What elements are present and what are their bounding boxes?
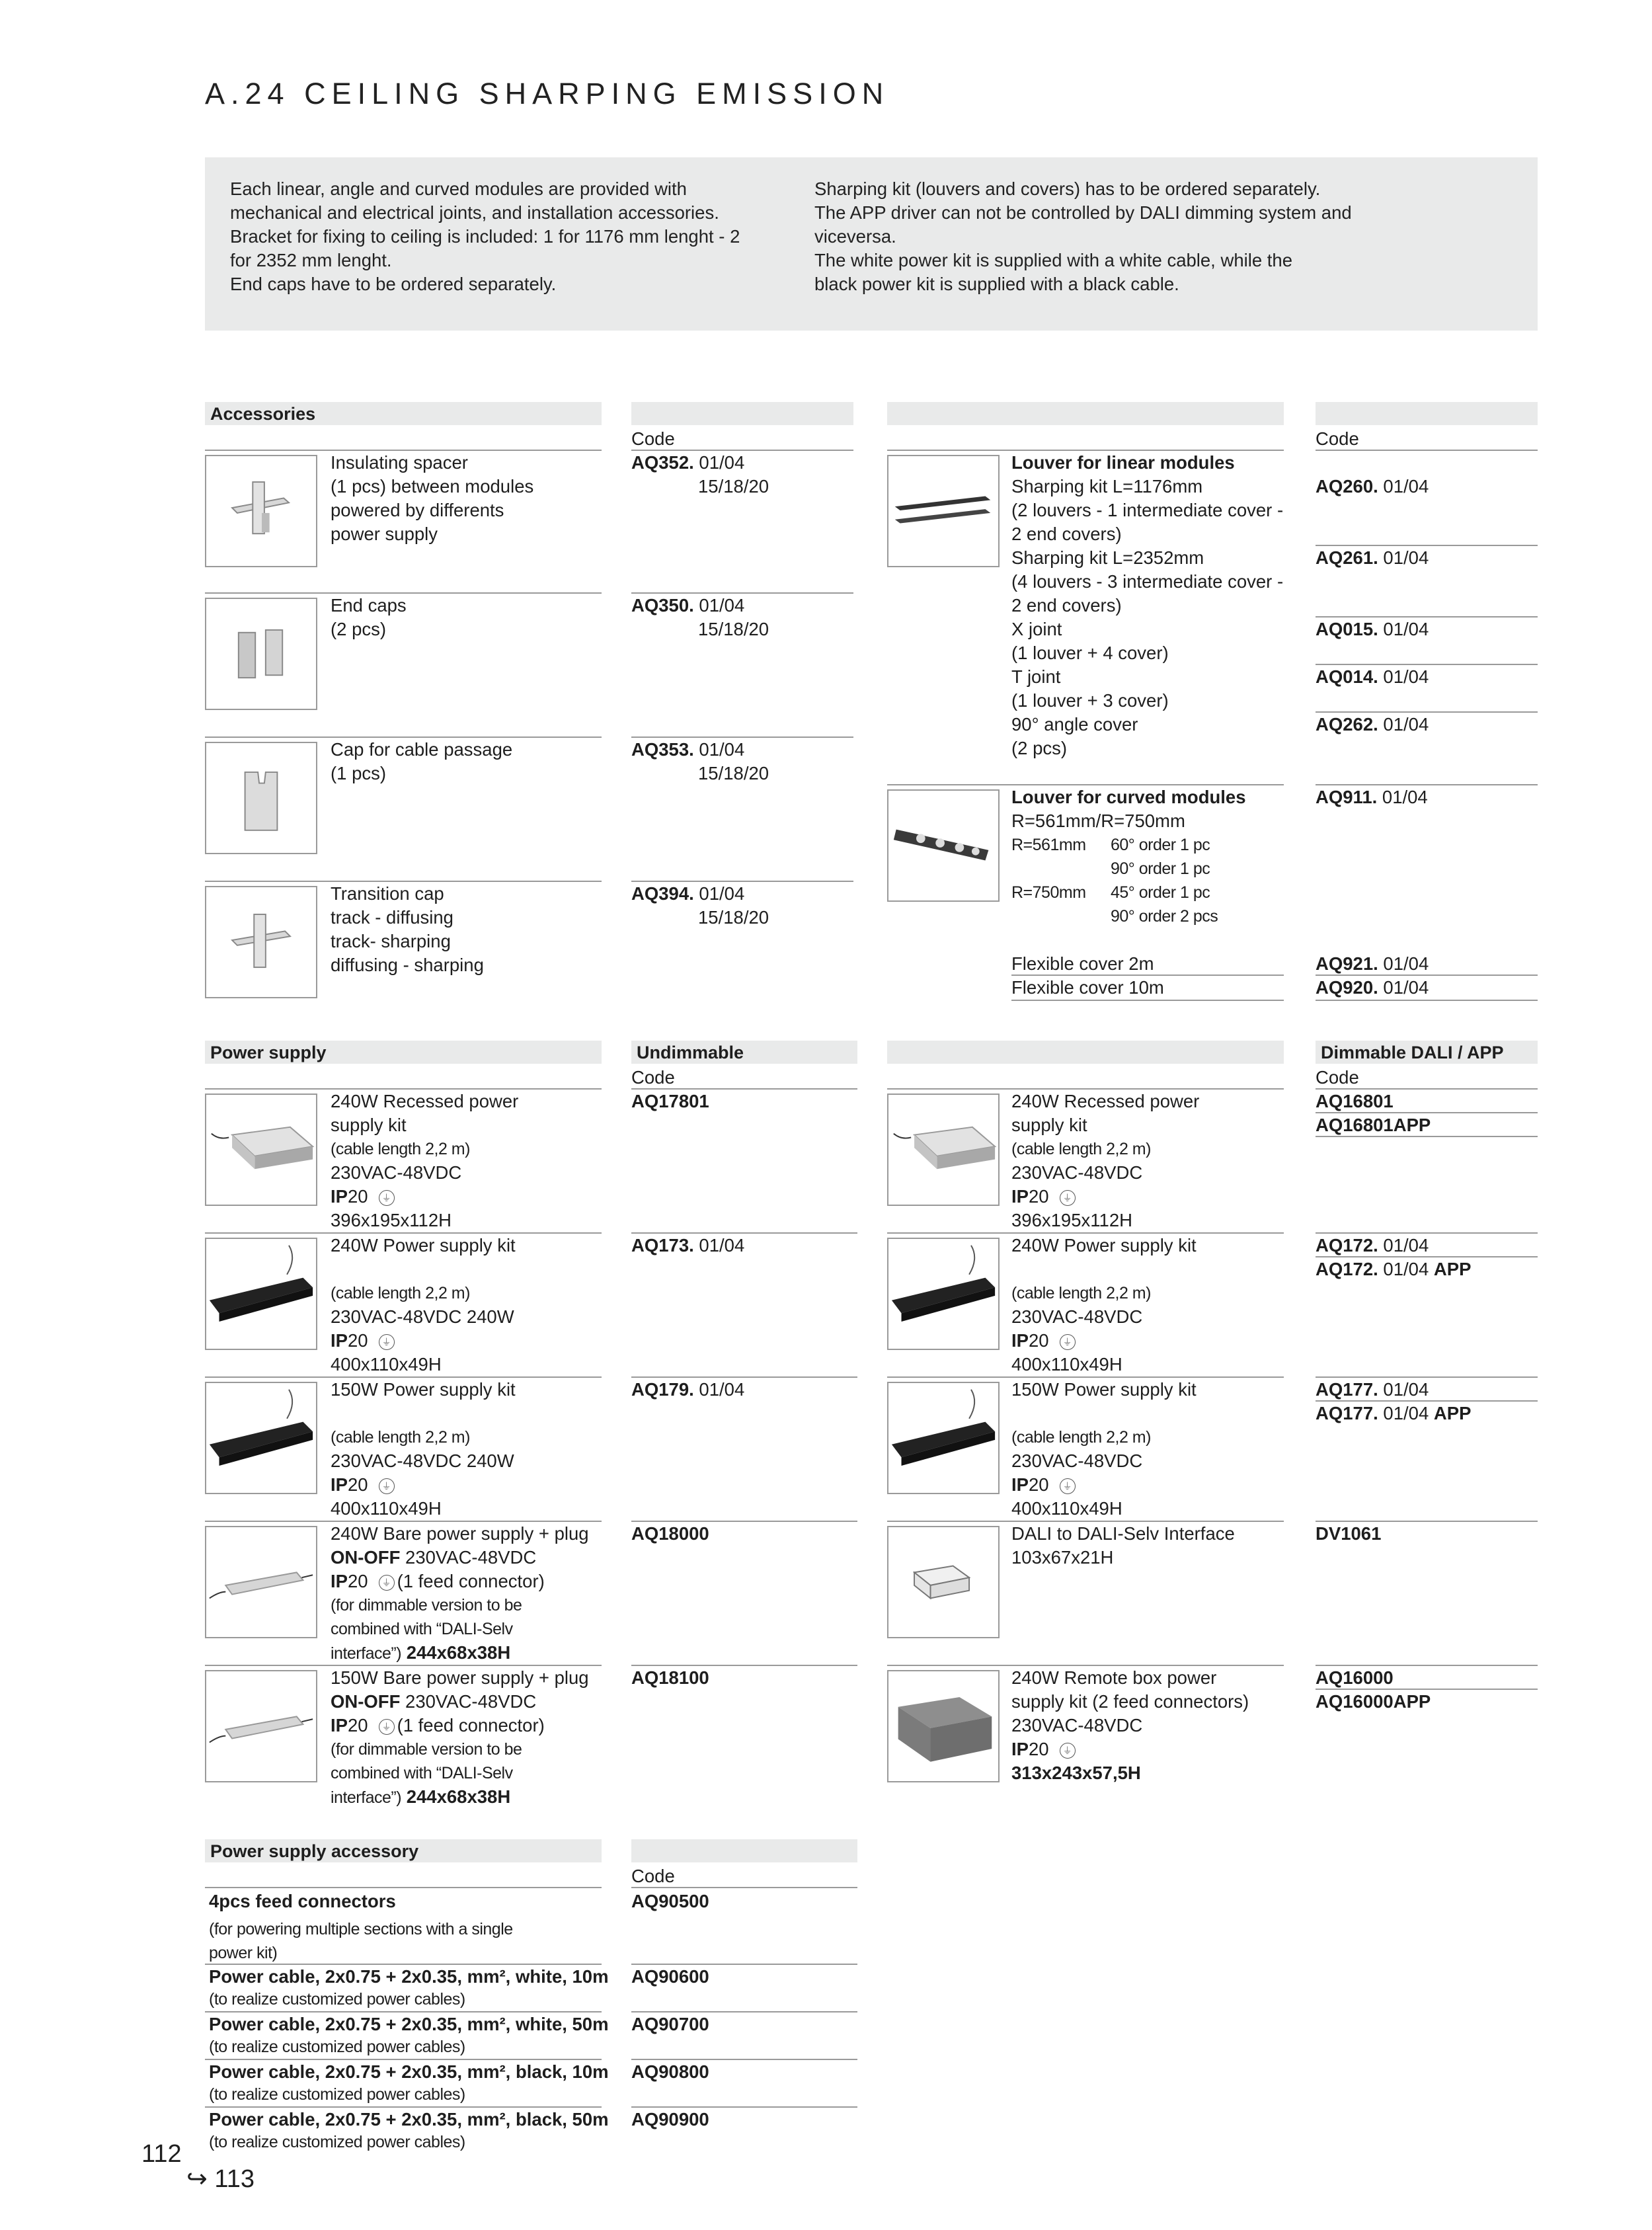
ps-name: DALI to DALI-Selv Interface — [1011, 1523, 1235, 1544]
radius-label: R=750mm — [1011, 883, 1086, 902]
ps-cable: (cable length 2,2 m) — [1011, 1428, 1151, 1447]
ip-prefix: IP — [331, 1474, 348, 1495]
psa-code: AQ90800 — [631, 2061, 709, 2082]
ps-name: 240W Power supply kit — [1011, 1235, 1197, 1255]
radius-order: 90° order 2 pcs — [1111, 907, 1218, 926]
ps-voltage: 230VAC-48VDC — [1011, 1715, 1143, 1735]
psa-name: 4pcs feed connectors — [209, 1891, 396, 1911]
item-detail: track- sharping — [331, 931, 451, 951]
ps-ip — [1011, 1737, 1076, 1761]
ip-value: 20 — [1028, 1739, 1049, 1759]
item-name: Sharping kit L=2352mm — [1011, 547, 1204, 568]
app-badge: APP — [1433, 1259, 1472, 1279]
code-suffix: 01/04 — [699, 883, 745, 904]
ps-note — [331, 1785, 510, 1810]
ps-note: combined with “DALI-Selv — [331, 1764, 513, 1782]
ip-value: 20 — [347, 1715, 368, 1735]
code-suffix: 01/04 — [699, 452, 745, 473]
ip-value: 20 — [347, 1186, 368, 1207]
ps-name: 240W Remote box power — [1011, 1667, 1217, 1688]
psa-detail: (for powering multiple sections with a single — [209, 1920, 513, 1938]
intro-line: for 2352 mm lenght. — [230, 250, 392, 270]
item-code — [1316, 976, 1429, 1000]
item-name: 90° angle cover — [1011, 714, 1138, 735]
louver-heading: Louver for linear modules — [1011, 452, 1235, 473]
ps-dims: 400x110x49H — [331, 1498, 442, 1519]
app-badge: APP — [1433, 1403, 1472, 1423]
code: AQ179. — [631, 1379, 694, 1400]
intro-line: mechanical and electrical joints, and installation accessories. — [230, 202, 719, 223]
code: AQ353. — [631, 739, 694, 760]
accessories-code-header — [631, 402, 853, 425]
curved-louver-image — [887, 789, 1000, 902]
code-suffix: 01/04 — [699, 1235, 745, 1255]
item-code — [1316, 665, 1429, 689]
psa-name: Power cable, 2x0.75 + 2x0.35, mm², black, 50m — [209, 2109, 609, 2130]
item-detail: (1 pcs) between modules — [331, 476, 534, 497]
psa-name: Power cable, 2x0.75 + 2x0.35, mm², white, 50m — [209, 2014, 609, 2034]
onoff-label: ON-OFF — [331, 1691, 401, 1712]
psa-detail: power kit) — [209, 1944, 278, 1962]
code-label: Code — [1316, 428, 1359, 449]
accessories-header: Accessories — [205, 402, 602, 425]
code: AQ015. — [1316, 619, 1378, 639]
insulating-spacer-image — [205, 455, 317, 567]
ps-onoff — [331, 1690, 536, 1714]
ps-code — [1316, 1402, 1471, 1425]
code-suffix: 01/04 — [1383, 1259, 1429, 1279]
item-detail: (1 pcs) — [331, 763, 387, 783]
ps-dims: 313x243x57,5H — [1011, 1763, 1141, 1783]
psa-code-header — [631, 1839, 857, 1862]
item-name: Flexible cover 2m — [1011, 953, 1154, 974]
item-code — [1316, 785, 1428, 809]
psa-detail: (to realize customized power cables) — [209, 1990, 465, 2009]
code: AQ911. — [1316, 787, 1378, 807]
ps-code: DV1061 — [1316, 1523, 1382, 1544]
power-kit-image — [205, 1238, 317, 1350]
ps-dims: 103x67x21H — [1011, 1547, 1114, 1568]
code: AQ261. — [1316, 547, 1378, 568]
row-divider — [631, 1887, 857, 1888]
psa-detail: (to realize customized power cables) — [209, 2038, 465, 2056]
transition-cap-image — [205, 886, 317, 998]
ps-name: supply kit (2 feed connectors) — [1011, 1691, 1249, 1712]
ps-name: 240W Bare power supply + plug — [331, 1523, 589, 1544]
code-suffix: 01/04 — [1383, 1235, 1429, 1255]
row-divider — [1011, 1000, 1284, 1001]
code-suffix: 15/18/20 — [698, 476, 769, 497]
ground-icon: ⏚ — [1060, 1478, 1076, 1494]
item-name: Insulating spacer — [331, 452, 468, 473]
ps-dims: 400x110x49H — [1011, 1498, 1122, 1519]
item-detail: (1 louver + 3 cover) — [1011, 690, 1169, 711]
item-code — [631, 594, 744, 617]
dimmable-header: Dimmable DALI / APP — [1316, 1041, 1538, 1064]
ip-value: 20 — [347, 1571, 368, 1591]
intro-line: viceversa. — [814, 226, 896, 247]
ps-note: (for dimmable version to be — [331, 1740, 522, 1759]
ps-voltage: 230VAC-48VDC — [1011, 1451, 1143, 1471]
curved-heading: Louver for curved modules — [1011, 787, 1246, 807]
page-title: A.24 CEILING SHARPING EMISSION — [205, 77, 890, 110]
psa-code: AQ90700 — [631, 2014, 709, 2034]
intro-line: The APP driver can not be controlled by DALI dimming system and — [814, 202, 1352, 223]
item-code — [1316, 952, 1429, 976]
ps-ip — [331, 1185, 395, 1209]
item-name: T joint — [1011, 666, 1061, 687]
ps-voltage: 230VAC-48VDC 240W — [331, 1451, 514, 1471]
ground-icon: ⏚ — [379, 1334, 395, 1350]
item-name: Sharping kit L=1176mm — [1011, 476, 1203, 497]
voltage: 230VAC-48VDC — [405, 1547, 537, 1568]
ip-value: 20 — [347, 1330, 368, 1351]
code-suffix: 01/04 — [1383, 619, 1429, 639]
item-detail: 2 end covers) — [1011, 595, 1122, 616]
ps-name: 150W Bare power supply + plug — [331, 1667, 589, 1688]
ps-ip — [331, 1570, 545, 1593]
psa-header: Power supply accessory — [205, 1839, 602, 1862]
item-code — [631, 738, 744, 762]
ground-icon: ⏚ — [379, 1190, 395, 1206]
item-name: Flexible cover 10m — [1011, 977, 1164, 998]
ground-icon: ⏚ — [1060, 1743, 1076, 1759]
ground-icon: ⏚ — [1060, 1190, 1076, 1206]
ps-ip — [331, 1714, 545, 1737]
psa-detail: (to realize customized power cables) — [209, 2085, 465, 2104]
page-number: 112 — [141, 2140, 182, 2168]
code: AQ172. — [1316, 1259, 1378, 1279]
ps-voltage: 230VAC-48VDC — [1011, 1162, 1143, 1183]
ps-name: 240W Power supply kit — [331, 1235, 516, 1255]
intro-left — [230, 177, 740, 296]
row-divider — [1316, 1000, 1538, 1001]
code-suffix: 01/04 — [699, 739, 745, 760]
psa-name: Power cable, 2x0.75 + 2x0.35, mm², white, 10m — [209, 1966, 609, 1987]
code: AQ352. — [631, 452, 694, 473]
code: AQ260. — [1316, 476, 1378, 497]
power-right-header — [887, 1041, 1284, 1064]
intro-line: The white power kit is supplied with a white cable, while the — [814, 250, 1293, 270]
power-kit-image — [887, 1238, 1000, 1350]
power-supply-header: Power supply — [205, 1041, 602, 1064]
ps-code: AQ18100 — [631, 1667, 709, 1688]
ground-icon: ⏚ — [1060, 1334, 1076, 1350]
ip-prefix: IP — [331, 1715, 348, 1735]
ps-name: 240W Recessed power — [1011, 1091, 1200, 1111]
ps-code — [631, 1234, 744, 1257]
louver-header — [887, 402, 1284, 425]
item-detail: (2 pcs) — [1011, 738, 1068, 758]
code: AQ173. — [631, 1235, 694, 1255]
next-page-link[interactable] — [186, 2167, 255, 2191]
ip-value: 20 — [1028, 1186, 1049, 1207]
radius-order: 60° order 1 pc — [1111, 836, 1210, 854]
power-kit-image — [205, 1382, 317, 1494]
bare-supply-image — [205, 1670, 317, 1782]
code: AQ177. — [1316, 1379, 1378, 1400]
ps-code: AQ18000 — [631, 1523, 709, 1544]
psa-code: AQ90600 — [631, 1966, 709, 1987]
intro-line: Each linear, angle and curved modules are provided with — [230, 179, 687, 199]
code-suffix: 01/04 — [1383, 666, 1429, 687]
ps-ip — [331, 1473, 395, 1497]
ps-cable: (cable length 2,2 m) — [331, 1284, 470, 1302]
item-detail: diffusing - sharping — [331, 955, 484, 975]
code-suffix: 15/18/20 — [698, 907, 769, 928]
code-suffix: 01/04 — [699, 1379, 745, 1400]
code-label: Code — [1316, 1067, 1359, 1088]
ps-code: AQ16000APP — [1316, 1691, 1431, 1712]
ps-code — [1316, 1234, 1429, 1257]
radius-order: 90° order 1 pc — [1111, 859, 1210, 878]
ps-name: 240W Recessed power — [331, 1091, 519, 1111]
ps-code — [1316, 1378, 1429, 1402]
ps-note: combined with “DALI-Selv — [331, 1620, 513, 1638]
ps-ip — [331, 1329, 395, 1353]
ps-code: AQ17801 — [631, 1091, 709, 1111]
ps-dims: 396x195x112H — [1011, 1210, 1132, 1230]
item-name: Transition cap — [331, 883, 444, 904]
item-detail: (2 pcs) — [331, 619, 387, 639]
item-detail: (1 louver + 4 cover) — [1011, 643, 1169, 663]
code-label: Code — [631, 1866, 675, 1886]
intro-box — [205, 157, 1538, 331]
code-suffix: 01/04 — [1383, 977, 1429, 998]
onoff-label: ON-OFF — [331, 1547, 401, 1568]
psa-name: Power cable, 2x0.75 + 2x0.35, mm², black, 10m — [209, 2061, 609, 2082]
psa-detail: (to realize customized power cables) — [209, 2133, 465, 2151]
end-caps-image — [205, 598, 317, 710]
intro-line: End caps have to be ordered separately. — [230, 274, 557, 294]
code-suffix: 01/04 — [1382, 787, 1428, 807]
ps-code — [631, 1378, 744, 1402]
ps-dims: 400x110x49H — [331, 1354, 442, 1374]
ip-prefix: IP — [331, 1571, 348, 1591]
psa-code: AQ90500 — [631, 1891, 709, 1911]
ps-name: 150W Power supply kit — [1011, 1379, 1197, 1400]
ip-prefix: IP — [1011, 1474, 1029, 1495]
ip-prefix: IP — [1011, 1330, 1029, 1351]
ip-prefix: IP — [1011, 1739, 1029, 1759]
radius-order: 45° order 1 pc — [1111, 883, 1210, 902]
ps-ip — [1011, 1329, 1076, 1353]
item-name: End caps — [331, 595, 407, 616]
code: AQ177. — [1316, 1403, 1378, 1423]
ps-code: AQ16000 — [1316, 1667, 1394, 1688]
undimmable-header: Undimmable — [631, 1041, 857, 1064]
ip-prefix: IP — [331, 1186, 348, 1207]
dims: 244x68x38H — [406, 1786, 511, 1807]
recessed-kit-image — [205, 1094, 317, 1206]
item-code — [631, 451, 744, 475]
next-page-number: 113 — [214, 2165, 255, 2193]
code-suffix: 01/04 — [1383, 1403, 1429, 1423]
code-suffix: 01/04 — [1383, 953, 1429, 974]
ps-ip — [1011, 1473, 1076, 1497]
note: interface”) — [331, 1788, 402, 1807]
ps-voltage: 230VAC-48VDC — [331, 1162, 462, 1183]
code-suffix: 01/04 — [1383, 1379, 1429, 1400]
ip-prefix: IP — [1011, 1186, 1029, 1207]
ps-voltage: 230VAC-48VDC — [1011, 1306, 1143, 1327]
item-detail: power supply — [331, 524, 438, 544]
feed: (1 feed connector) — [397, 1715, 545, 1735]
item-code — [1316, 546, 1429, 570]
row-divider — [205, 1887, 602, 1888]
remote-box-image — [887, 1670, 1000, 1782]
ps-voltage: 230VAC-48VDC 240W — [331, 1306, 514, 1327]
intro-right — [814, 177, 1352, 296]
code: AQ350. — [631, 595, 694, 616]
psa-code: AQ90900 — [631, 2109, 709, 2130]
ip-value: 20 — [1028, 1474, 1049, 1495]
item-name: Cap for cable passage — [331, 739, 513, 760]
recessed-kit-image — [887, 1094, 1000, 1206]
arrow-icon: ↪ — [186, 2165, 208, 2193]
item-detail: (2 louvers - 1 intermediate cover - — [1011, 500, 1284, 520]
cable-cap-image — [205, 742, 317, 854]
item-code — [631, 882, 744, 906]
code-label: Code — [631, 1067, 675, 1088]
ip-prefix: IP — [331, 1330, 348, 1351]
ps-cable: (cable length 2,2 m) — [331, 1428, 470, 1447]
bare-supply-image — [205, 1526, 317, 1638]
intro-line: Bracket for fixing to ceiling is included: 1 for 1176 mm lenght - 2 — [230, 226, 740, 247]
intro-line: black power kit is supplied with a black cable. — [814, 274, 1179, 294]
ps-cable: (cable length 2,2 m) — [331, 1140, 470, 1158]
ps-name: supply kit — [1011, 1115, 1087, 1135]
ps-dims: 400x110x49H — [1011, 1354, 1122, 1374]
code-suffix: 01/04 — [1383, 547, 1429, 568]
ps-dims: 396x195x112H — [331, 1210, 452, 1230]
ground-icon: ⏚ — [379, 1575, 395, 1591]
curved-radius: R=561mm/R=750mm — [1011, 811, 1185, 831]
code: AQ394. — [631, 883, 694, 904]
item-detail: powered by differents — [331, 500, 504, 520]
ps-cable: (cable length 2,2 m) — [1011, 1284, 1151, 1302]
code: AQ920. — [1316, 977, 1378, 998]
item-code — [1316, 617, 1429, 641]
ip-value: 20 — [1028, 1330, 1049, 1351]
linear-louver-image — [887, 455, 1000, 567]
code: AQ262. — [1316, 714, 1378, 735]
ps-name: 150W Power supply kit — [331, 1379, 516, 1400]
code-label: Code — [631, 428, 675, 449]
code-suffix: 15/18/20 — [698, 619, 769, 639]
power-kit-image — [887, 1382, 1000, 1494]
voltage: 230VAC-48VDC — [405, 1691, 537, 1712]
item-code — [1316, 713, 1429, 737]
intro-line: Sharping kit (louvers and covers) has to be ordered separately. — [814, 179, 1321, 199]
ps-name: supply kit — [331, 1115, 407, 1135]
dims: 244x68x38H — [406, 1642, 511, 1663]
ps-code: AQ16801 — [1316, 1091, 1394, 1111]
item-detail: track - diffusing — [331, 907, 453, 928]
ps-ip — [1011, 1185, 1076, 1209]
code-suffix: 15/18/20 — [698, 763, 769, 783]
ps-note: (for dimmable version to be — [331, 1596, 522, 1614]
code-suffix: 01/04 — [699, 595, 745, 616]
ps-note — [331, 1641, 510, 1665]
feed: (1 feed connector) — [397, 1571, 545, 1591]
code-suffix: 01/04 — [1383, 714, 1429, 735]
radius-label: R=561mm — [1011, 836, 1086, 854]
ground-icon: ⏚ — [379, 1719, 395, 1735]
ps-onoff — [331, 1546, 536, 1570]
code-suffix: 01/04 — [1383, 476, 1429, 497]
code: AQ014. — [1316, 666, 1378, 687]
item-code — [1316, 475, 1429, 498]
item-detail: 2 end covers) — [1011, 524, 1122, 544]
item-detail: (4 louvers - 3 intermediate cover - — [1011, 571, 1284, 592]
ground-icon: ⏚ — [379, 1478, 395, 1494]
dali-interface-image — [887, 1526, 1000, 1638]
row-divider — [1316, 450, 1538, 451]
ps-code — [1316, 1257, 1471, 1281]
ps-cable: (cable length 2,2 m) — [1011, 1140, 1151, 1158]
louver-code-header — [1316, 402, 1538, 425]
ps-code: AQ16801APP — [1316, 1115, 1431, 1135]
item-name: X joint — [1011, 619, 1062, 639]
code: AQ172. — [1316, 1235, 1378, 1255]
ip-value: 20 — [347, 1474, 368, 1495]
code: AQ921. — [1316, 953, 1378, 974]
note: interface”) — [331, 1644, 402, 1663]
